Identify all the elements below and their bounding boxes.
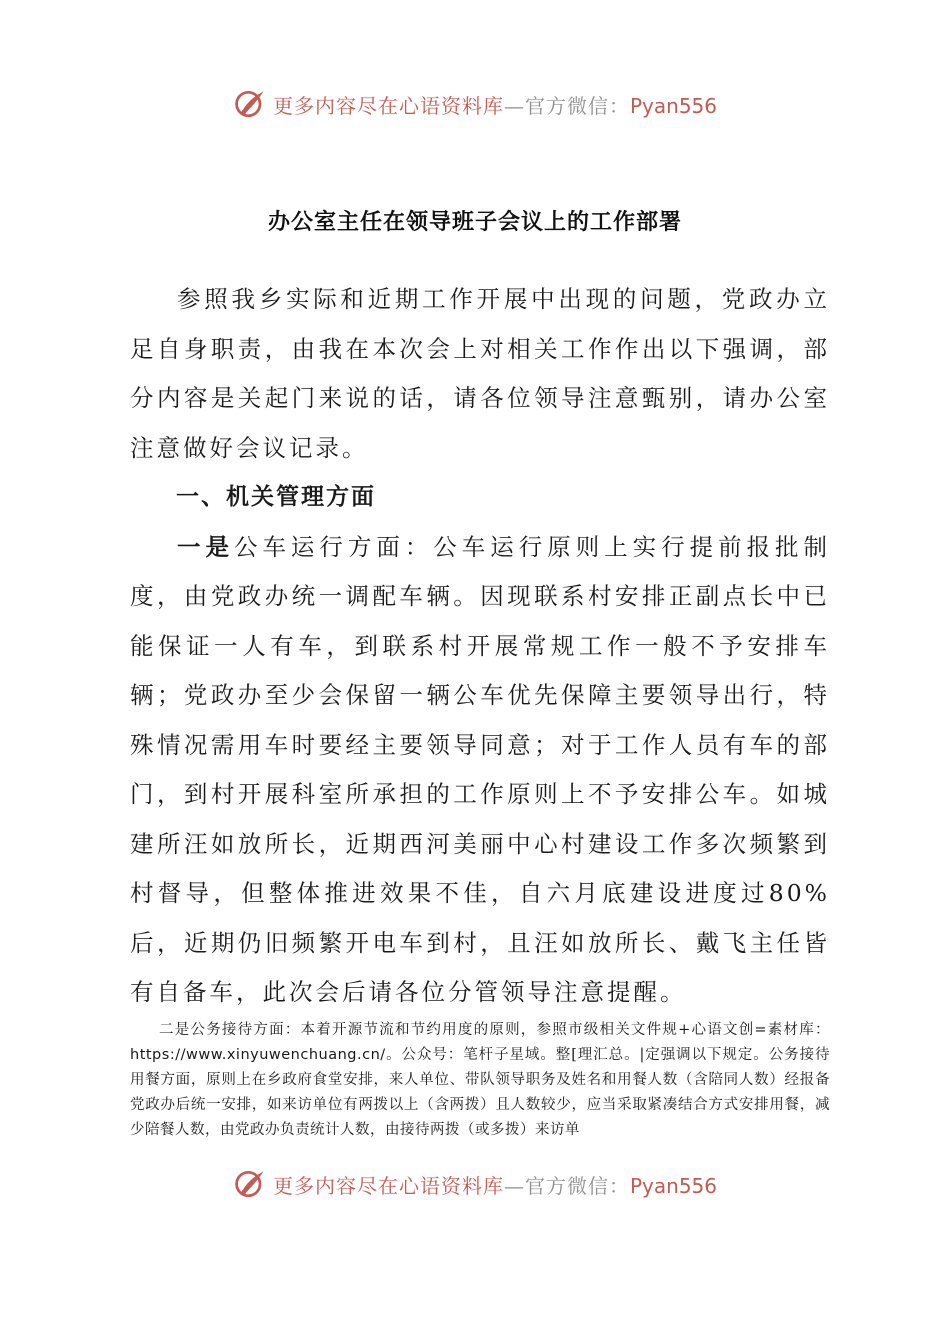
- banner-text: [273, 1170, 717, 1199]
- banner-slogan: 更多内容尽在心语资料库: [272, 1173, 504, 1198]
- banner-wechat-label: 官方微信：: [524, 93, 630, 118]
- brush-logo-icon: [233, 86, 269, 122]
- banner-wechat-id: Pyan556: [629, 1173, 717, 1198]
- item2-part1: 二是公务接待方面：本着开源节流和节约用度的原则，参照市级相关文件规+心语文创=素材库：: [159, 1022, 830, 1038]
- banner-separator: —: [503, 93, 525, 118]
- document-title: 办公室主任在领导班子会议上的工作部署: [267, 210, 682, 235]
- document-body: [130, 275, 830, 1018]
- item2-part2: 。公众号：笔杆子星域。整[理汇总。|定强调以下规定。公务接待用餐方面，原则上在乡政府食堂安排，来人单位、带队领导职务及姓名和用餐人数（含陪同人数）经报备党政办后统一安排，如来访单位有两拨以上（含两拨）且人数较少，应当采取紧凑结合方式安排用餐，减少陪餐人数，由党政办负责统计人数，由接待两拨（或多拨）来访单: [130, 1047, 830, 1138]
- banner-wechat-id: Pyan556: [629, 93, 717, 118]
- brush-logo-icon: [233, 1166, 269, 1202]
- banner-slogan: 更多内容尽在心语资料库: [272, 93, 504, 118]
- intro-paragraph: 参照我乡实际和近期工作开展中出现的问题，党政办立足自身职责，由我在本次会上对相关工作作出以下强调，部分内容是关起门来说的话，请各位领导注意甄别，请办公室注意做好会议记录。: [130, 285, 830, 462]
- banner-wechat-label: 官方微信：: [524, 1173, 630, 1198]
- section-heading: 一、机关管理方面: [176, 484, 376, 510]
- source-link: https://www.xinyuwenchuang.cn/: [130, 1047, 386, 1063]
- banner-text: [273, 90, 717, 119]
- item1-text: 公车运行方面：公车运行原则上实行提前报批制度，由党政办统一调配车辆。因现联系村安排正副点长中已能保证一人有车，到联系村开展常规工作一般不予安排车辆；党政办至少会保留一辆公车优先保障主要领导出行，特殊情况需用车时要经主要领导同意；对于工作人员有车的部门，到村开展科室所承担的工作原则上不予安排公车。如城建所汪如放所长，近期西河美丽中心村建设工作多次频繁到村督导，但整体推进效果不佳，自六月底建设进度过80%后，近期仍旧频繁开电车到村，且汪如放所长、戴飞主任皆有自备车，此次会后请各位分管领导注意提醒。: [130, 532, 831, 1006]
- item1-paragraph: [130, 523, 830, 1018]
- item2-paragraph: [130, 1018, 830, 1143]
- item1-lead: 一是: [177, 532, 234, 561]
- banner-separator: —: [503, 1173, 525, 1198]
- footer-banner: [0, 1164, 950, 1204]
- header-banner: [0, 84, 950, 124]
